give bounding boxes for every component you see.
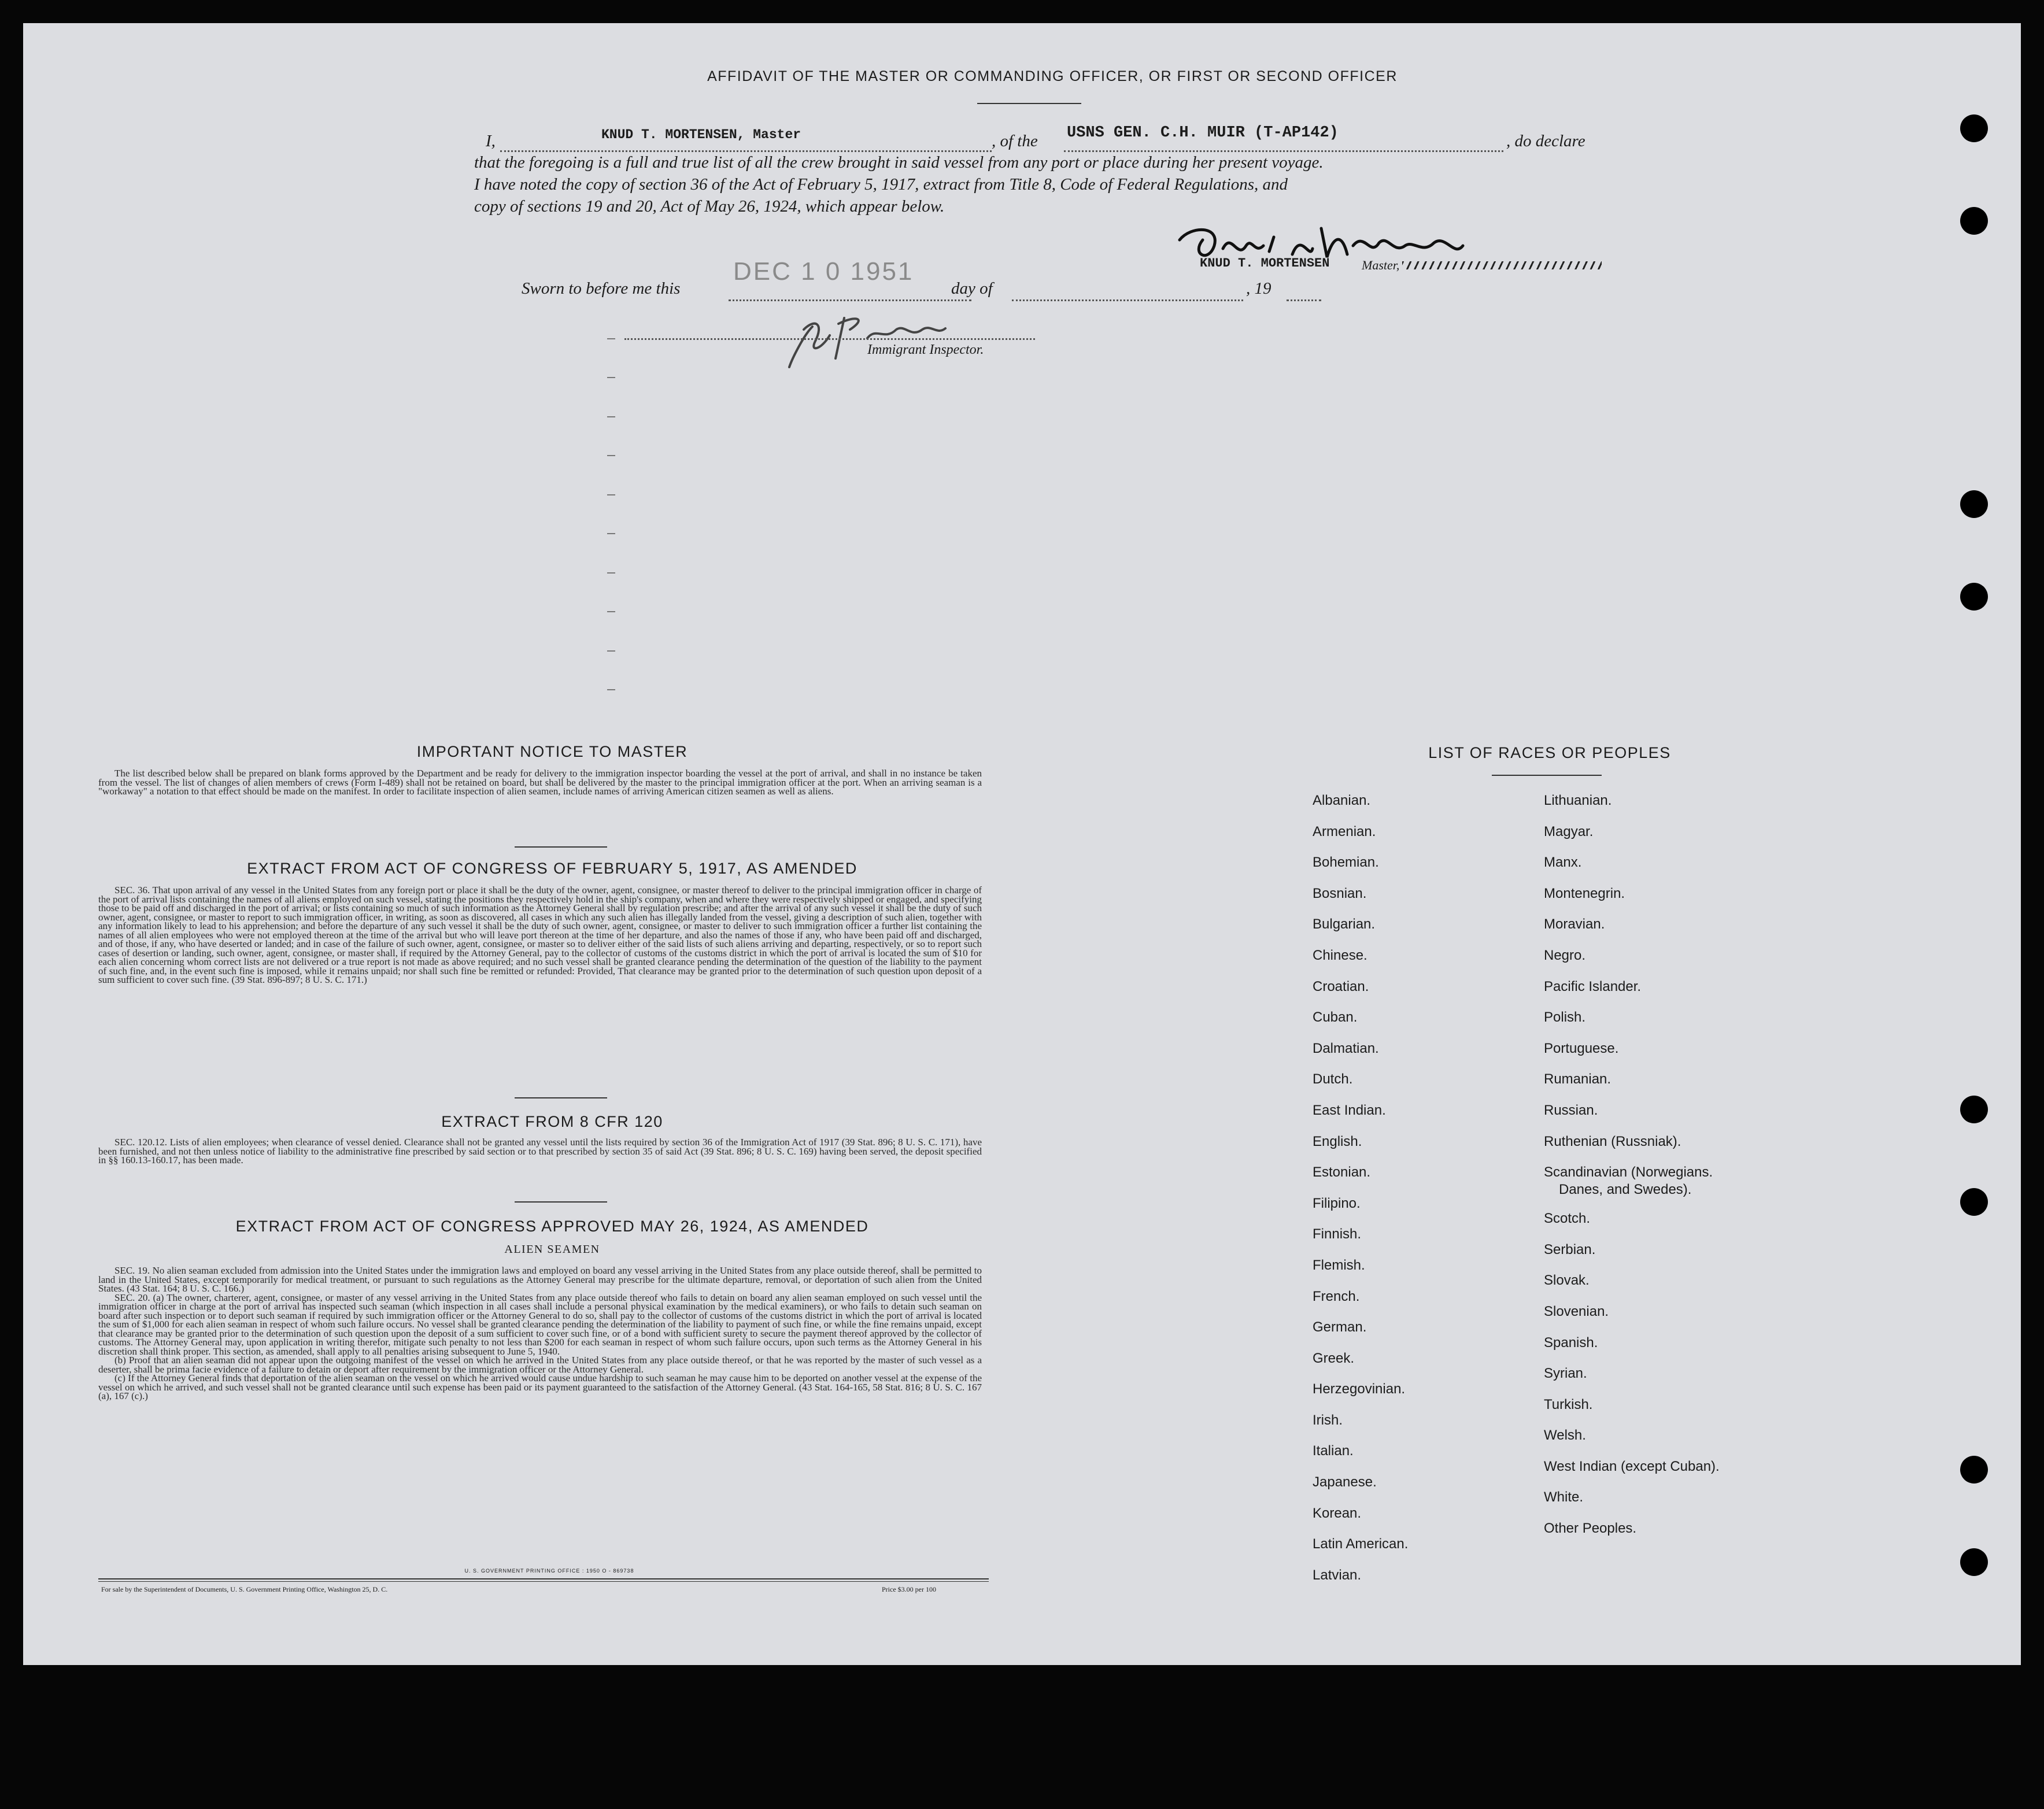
race-item: Bosnian. [1313,885,1367,901]
day-of-label: day of [951,279,993,298]
extract-1917-text [98,886,982,985]
alien-seamen-subheading: ALIEN SEAMEN [504,1243,600,1256]
margin-tick [607,338,615,339]
inspector-blank [624,338,1035,340]
race-item: Greek. [1313,1350,1355,1366]
master-label: Master, [1362,258,1400,272]
race-item: Lithuanian. [1544,793,1612,808]
sec-20b-paragraph: (b) Proof that an alien seaman did not appear upon the outgoing manifest of the vessel on which he arrived in the United States from any place outside thereof, or that he was reported by the master of such vessel as a deserter, shall be prima facie evidence of a failure to detain or deport after requirement by the immigration officer or the Attorney General. [98,1355,982,1375]
race-item: Filipino. [1313,1195,1361,1211]
punch-hole-icon [1960,1456,1988,1484]
race-item: Bulgarian. [1313,916,1376,933]
struck-out-text [1402,261,1602,269]
race-item-line: Scandinavian (Norwegians. [1544,1164,1713,1181]
race-item: Slovak. [1544,1272,1590,1289]
race-item: Manx. [1544,854,1582,871]
affidavit-line-3: I have noted the copy of section 36 of the Act of February 5, 1917, extract from Title 8, Code of Federal Regulations, and [474,175,1288,194]
race-item: Magyar. [1544,823,1594,839]
footer-rule [98,1578,989,1579]
race-item: Other Peoples. [1544,1521,1637,1537]
race-item: Rumanian. [1544,1071,1611,1087]
extract-cfr-heading: EXTRACT FROM 8 CFR 120 [441,1113,663,1130]
race-item: Croatian. [1313,978,1369,994]
race-item: English. [1313,1133,1362,1149]
margin-tick [607,416,615,417]
race-item: French. [1313,1288,1360,1304]
race-item: Albanian. [1313,793,1371,808]
price-line: Price $3.00 per 100 [882,1585,936,1593]
race-item: Armenian. [1313,823,1376,839]
margin-tick [607,572,615,574]
vessel-name: USNS GEN. C.H. MUIR (T-AP142) [1067,124,1339,142]
margin-tick [607,455,615,456]
month-blank [1012,299,1243,301]
race-item: Latin American. [1313,1536,1409,1552]
sec-20a-paragraph: SEC. 20. (a) The owner, charterer, agent, consignee, or master of any vessel arriving in the United States from any place outside thereof who fails to detain on board any alien seaman employed on such vessel until the immigration officer in charge at the port of arrival has inspected such seaman (which inspection in all cases shall include a personal physical examination by the medical examiners), or who fails to detain such seaman on board after such inspection or to deport such seaman if required by such immigration officer or the Attorney General to do so, shall pay to the collector of customs of the customs district in which the port of arrival is located the sum of $1,000 for each alien seaman in respect of whom such failure occurs. No vessel shall be granted clearance pending the determination of the liability to payment of such fine, or while the fine remains unpaid, except that clearance may be granted prior to the determination of such question upon the deposit of a sum sufficient to cover such fine, or of a bond with sufficient surety to secure the payment thereof approved by the collector of customs. The Attorney General may, upon application in writing therefor, mitigate such penalty to not less than $200 for each seaman in respect of whom such failure occurs, upon such terms as the Attorney General in his discretion shall think proper. This section, as amended, shall apply to all penalties arising subsequent to June 5, 1940. [98,1292,982,1357]
footer-rule-2 [98,1581,989,1582]
typed-signature: KNUD T. MORTENSEN [1200,256,1330,271]
race-item: Japanese. [1313,1474,1377,1490]
punch-hole-icon [1960,1188,1988,1216]
race-item-line: Danes, and Swedes). [1559,1182,1692,1198]
punch-hole-icon [1960,207,1988,235]
race-item: East Indian. [1313,1102,1386,1118]
race-item: German. [1313,1319,1367,1336]
race-item: Estonian. [1313,1164,1371,1181]
race-item: Turkish. [1544,1396,1593,1412]
affidavit-title: AFFIDAVIT OF THE MASTER OR COMMANDING OFFICER, OR FIRST OR SECOND OFFICER [707,68,1398,84]
race-item: Russian. [1544,1102,1598,1118]
immigrant-inspector-label: Immigrant Inspector. [867,342,984,357]
section-rule [515,1201,607,1203]
race-item: Flemish. [1313,1257,1365,1273]
races-right-column [1544,792,1720,1551]
affidavit-line-4: copy of sections 19 and 20, Act of May 26, 1924, which appear below. [474,197,945,216]
race-item: Polish. [1544,1009,1586,1026]
sec-19-paragraph: SEC. 19. No alien seaman excluded from admission into the United States under the immigration laws and employed on board any vessel arriving in the United States from any place outside thereof, shall be permitted to land in the United States, except temporarily for medical treatment, or pursuant to such regulations as the Attorney General may prescribe for the ultimate departure, removal, or deportation of such alien from the United States. (43 Stat. 164; 8 U. S. C. 166.) [98,1265,982,1294]
affidavit-i-label: I, [486,132,496,150]
affidavit-line-2: that the foregoing is a full and true list of all the crew brought in said vessel from any port or place during her present voyage. [474,153,1324,172]
title-rule [977,103,1081,104]
margin-tick [607,689,615,690]
race-item: Irish. [1313,1412,1343,1428]
form-page [23,23,2021,1665]
race-item: Scotch. [1544,1211,1591,1227]
punch-hole-icon [1960,583,1988,611]
margin-tick [607,377,615,378]
race-item: Syrian. [1544,1366,1587,1382]
race-item: Cuban. [1313,1009,1358,1026]
of-the-label: , of the [992,132,1038,150]
race-item: Dalmatian. [1313,1040,1379,1056]
margin-tick [607,494,615,495]
extract-1924-heading: EXTRACT FROM ACT OF CONGRESS APPROVED MAY 26, 1924, AS AMENDED [235,1218,869,1235]
punch-hole-icon [1960,1548,1988,1576]
race-item: Italian. [1313,1443,1354,1459]
races-rule [1492,775,1602,776]
sworn-label: Sworn to before me this [522,279,681,298]
sec-120-12-paragraph: SEC. 120.12. Lists of alien employees; when clearance of vessel denied. Clearance shall not be granted any vessel until the lists required by section 36 of the Immigration Act of 1917 (39 Stat. 896; 8 U. S. C. 171), have been furnished, and not then unless notice of liability to the administrative fine prescribed by said section or to that prescribed by section 35 of said Act (39 Stat. 896; 8 U. S. C. 169) having been served, the deposit specified in §§ 160.13-160.17, has been made. [98,1137,982,1166]
race-item: Portuguese. [1544,1040,1619,1056]
margin-tick [607,611,615,612]
vessel-blank [1064,150,1503,152]
margin-tick [607,533,615,534]
race-item: Montenegrin. [1544,885,1625,901]
races-heading: LIST OF RACES OR PEOPLES [1428,744,1671,761]
punch-hole-icon [1960,490,1988,518]
extract-1917-heading: EXTRACT FROM ACT OF CONGRESS OF FEBRUARY 5, 1917, AS AMENDED [247,860,857,877]
master-name: KNUD T. MORTENSEN, Master [601,127,801,142]
race-item: Korean. [1313,1505,1362,1521]
inspector-signature [781,295,977,376]
race-item: Bohemian. [1313,854,1379,871]
race-item: Chinese. [1313,947,1367,963]
race-item: Herzegovinian. [1313,1381,1406,1397]
name-blank [500,150,992,152]
section-rule [515,1097,607,1098]
section-rule [515,846,607,848]
race-item: Ruthenian (Russniak). [1544,1133,1681,1149]
race-item: Moravian. [1544,916,1605,933]
received-date-stamp: DEC 1 0 1951 [733,257,914,286]
race-item: Welsh. [1544,1427,1586,1444]
for-sale-line: For sale by the Superintendent of Documents, U. S. Government Printing Office, Washington 25, D. C. [101,1585,388,1593]
race-item: Dutch. [1313,1071,1353,1087]
race-item-multiline [1544,1164,1720,1210]
declare-label: , do declare [1506,132,1585,150]
extract-1924-text [98,1266,982,1401]
sec-36-paragraph: SEC. 36. That upon arrival of any vessel in the United States from any foreign port or place it shall be the duty of the owner, agent, consignee, or master thereof to deliver to the principal immigration officer in charge of the port of arrival lists containing the names of all aliens employed on such vessel, stating the positions they respectively hold in the ship's company, when and where they were respectively shipped or engaged, and specifying those to be paid off and discharged in the port of arrival; or lists containing so much of such information as the Attorney General shall by regulation prescribe; and after the arrival of any such vessel it shall be the duty of such owner, agent, consignee, or master to report to such immigration officer, in writing, as soon as discovered, all cases in which any such alien has illegally landed from the vessel, giving a description of such alien, together with any information likely to lead to his apprehension; and before the departure of any such vessel it shall be the duty of such owner, agent, consignee, or master to deliver to such immigration officer a further list containing the names of all alien employees who were not employed thereon at the time of the arrival but who will leave port thereon at the time of her departure, and also the names of those if any, who have been paid off and discharged, and of those, if any, who have deserted or landed; and in case of the failure of such owner, agent, consignee, or master so to deliver either of the said lists of such aliens arriving and departing, respectively, or so to report such cases of desertion or landing, such owner, agent, consignee, or master shall, if required by the Attorney General, pay to the collector of customs of the customs district in which the port of arrival is located the sum of $10 for each alien concerning whom correct lists are not delivered or a true report is not made as above required; and no such vessel shall be granted clearance pending the determination of the question of the liability to the payment of such fine, and, in the event such fine is imposed, while it remains unpaid; nor shall such fine be remitted or refunded: Provided, That clearance may be granted prior to the determination of such question upon deposit of a sum sufficient to cover such fine. (39 Stat. 896-897; 8 U. S. C. 171.) [98,885,982,985]
race-item: Serbian. [1544,1241,1596,1257]
race-item: Pacific Islander. [1544,978,1642,994]
race-item: Spanish. [1544,1334,1598,1351]
race-item: White. [1544,1489,1584,1505]
notice-paragraph: The list described below shall be prepared on blank forms approved by the Department and be ready for delivery to the immigration inspector boarding the vessel at the port of arrival, and shall in no instance be taken from the vessel. The list of changes of alien members of crews (Form I-489) shall not be retained on board, but shall be delivered by the master to the principal immigration officer at the port. When an arriving seaman is a "workaway" a notation to that effect should be made on the manifest. In order to facilitate inspection of alien seamen, include names of arriving American citizen seamen as well as aliens. [98,768,982,797]
race-item: Finnish. [1313,1226,1362,1242]
margin-tick [607,650,615,652]
race-item: Negro. [1544,947,1586,963]
races-left-column [1313,792,1408,1597]
punch-hole-icon [1960,114,1988,142]
printing-office-line: U. S. GOVERNMENT PRINTING OFFICE : 1950 O - 869738 [464,1568,634,1574]
notice-text [98,769,982,796]
race-item: Slovenian. [1544,1303,1609,1319]
year-label: , 19 [1246,279,1272,298]
year-blank [1287,299,1321,301]
extract-cfr-text [98,1138,982,1165]
race-item: West Indian (except Cuban). [1544,1458,1720,1474]
punch-hole-icon [1960,1096,1988,1123]
race-item: Latvian. [1313,1567,1362,1583]
sec-20c-paragraph: (c) If the Attorney General finds that deportation of the alien seaman on the vessel on which he arrived would cause undue hardship to such seaman he may cause him to be deported on another vessel at the expense of the vessel on which he arrived, and such vessel shall not be granted clearance until such expense has been paid or its payment guaranteed to the satisfaction of the Attorney General. (43 Stat. 164-165, 58 Stat. 816; 8 U. S. C. 167 (a), 167 (c).) [98,1373,982,1401]
notice-heading: IMPORTANT NOTICE TO MASTER [416,743,688,760]
